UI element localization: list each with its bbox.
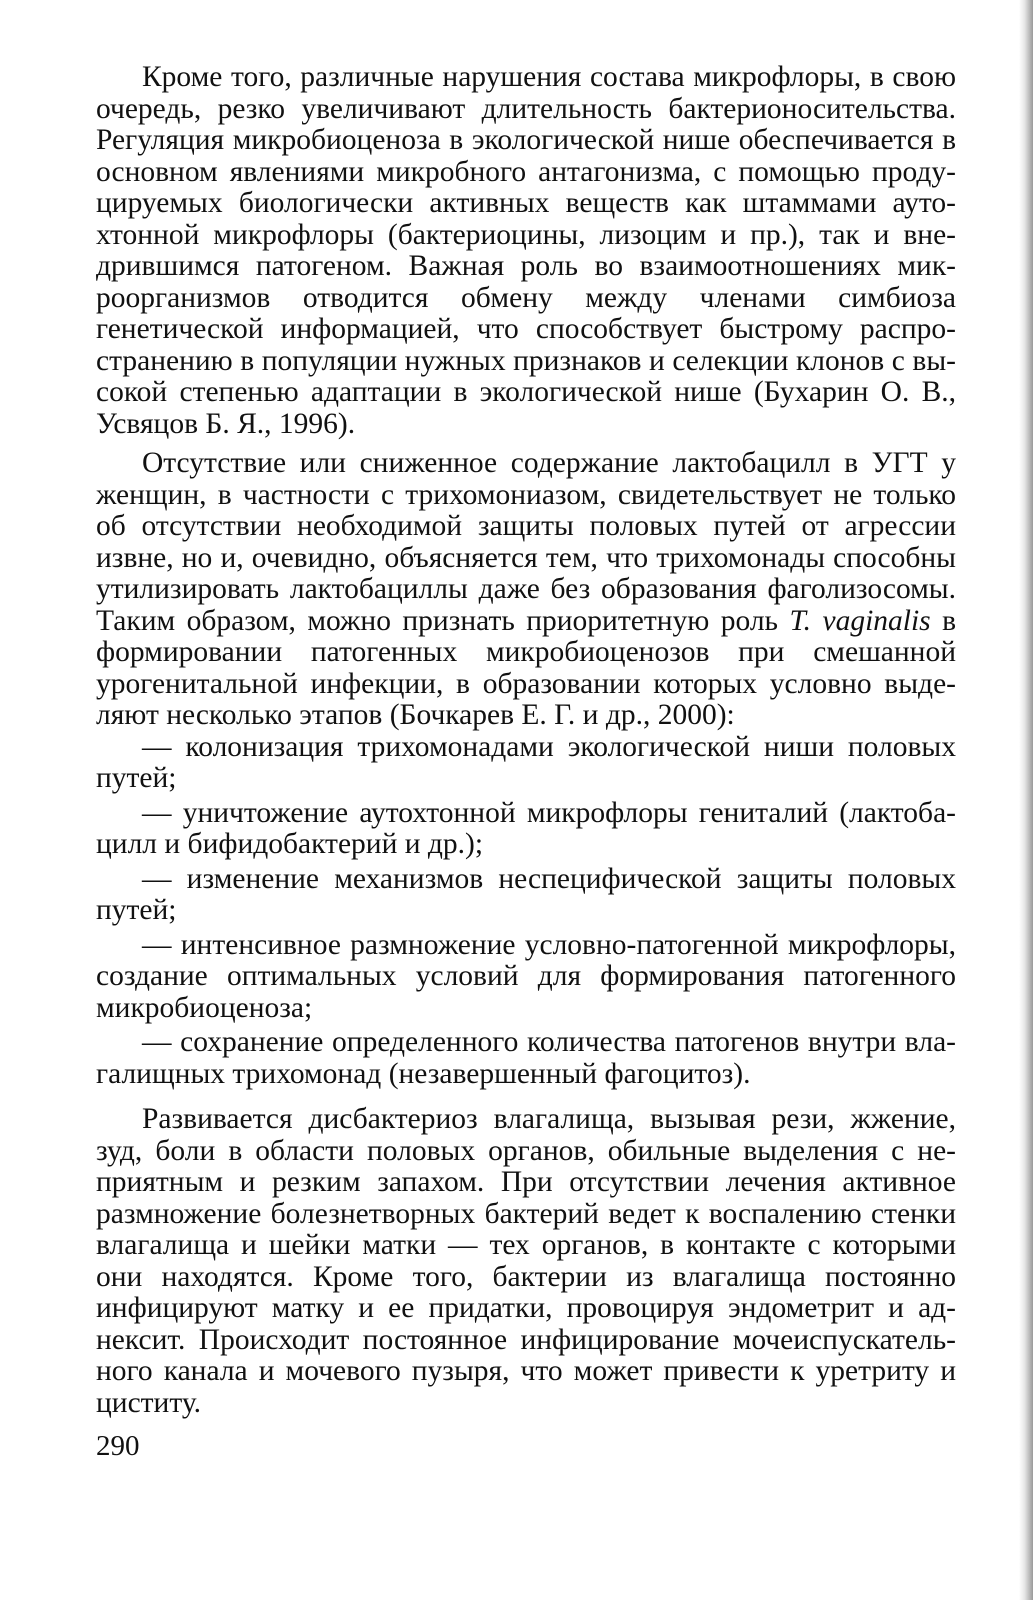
paragraph-microflora-regulation: Кроме того, различные нарушения состава микрофлоры, в свою очередь, резко увеличивают длительность бактерионосительства. Регуляция микробиоценоза в экологической нише обеспечивается в основном явлениями микробного антагонизма, с помощью продуцируемых биологически активных веществ как штаммами аутохтонной микрофлоры (бактериоцины, лизоцим и пр.), так и внедрившимся патогеном. Важная роль во взаимоотношениях микроорганизмов отводится обмену между членами симбиоза генетической информацией, что способствует быстрому распространению в популяции нужных признаков и селекции клонов с высокой степенью адаптации в экологической нише (Бухарин О. В., Усвяцов Б. Я., 1996). <box>96 61 956 440</box>
paragraph-lactobacilli-continuation: в формировании патогенных микробиоценозов при смешанной урогенитальной инфекции, в образовании которых условно выделяют несколько этапов (Бочкарев Е. Г. и др., 2000): <box>96 604 957 731</box>
list-item: — изменение механизмов неспецифической защиты половых путей; <box>96 862 956 926</box>
paragraph-lactobacilli-text: Отсутствие или сниженное содержание лактобацилл в УГТ у женщин, в частности с трихомониазом, свидетельствует не только об отсутствии необходимой защиты половых путей от агрессии извне, но и, очевидно, объясняется тем, что трихомонады способны утилизировать лактобациллы даже без образования фаголизосомы. Таким образом, можно признать приоритетную роль <box>96 447 956 637</box>
body-text <box>96 62 956 1419</box>
list-item: — сохранение определенного количества патогенов внутри влагалищных трихомонад (незавершенный фагоцитоз). <box>96 1026 956 1090</box>
stages-list <box>96 732 956 1091</box>
species-name: T. vaginalis <box>789 604 931 637</box>
paragraph-dysbacteriosis: Развивается дисбактериоз влагалища, вызывая рези, жжение, зуд, боли в области половых органов, обильные выделения с неприятным и резким запахом. При отсутствии лечения активное размножение болезнетворных бактерий ведет к воспалению стенки влагалища и шейки матки — тех органов, в контакте с которыми они находятся. Кроме того, бактерии из влагалища постоянно инфицируют матку и ее придатки, провоцируя эндометрит и аднексит. Происходит постоянное инфицирование мочеиспускательного канала и мочевого пузыря, что может привести к уретриту и циститу. <box>96 1103 956 1419</box>
page-number: 290 <box>96 1430 140 1462</box>
paragraph-lactobacilli <box>96 448 956 732</box>
list-item: — уничтожение аутохтонной микрофлоры гениталий (лактобацилл и бифидобактерий и др.); <box>96 796 956 860</box>
list-item: — интенсивное размножение условно-патогенной микрофлоры, создание оптимальных условий для формирования патогенного микробиоценоза; <box>96 928 956 1024</box>
page-edge-shadow <box>1019 0 1033 1600</box>
list-item: — колонизация трихомонадами экологической ниши половых путей; <box>96 730 956 794</box>
